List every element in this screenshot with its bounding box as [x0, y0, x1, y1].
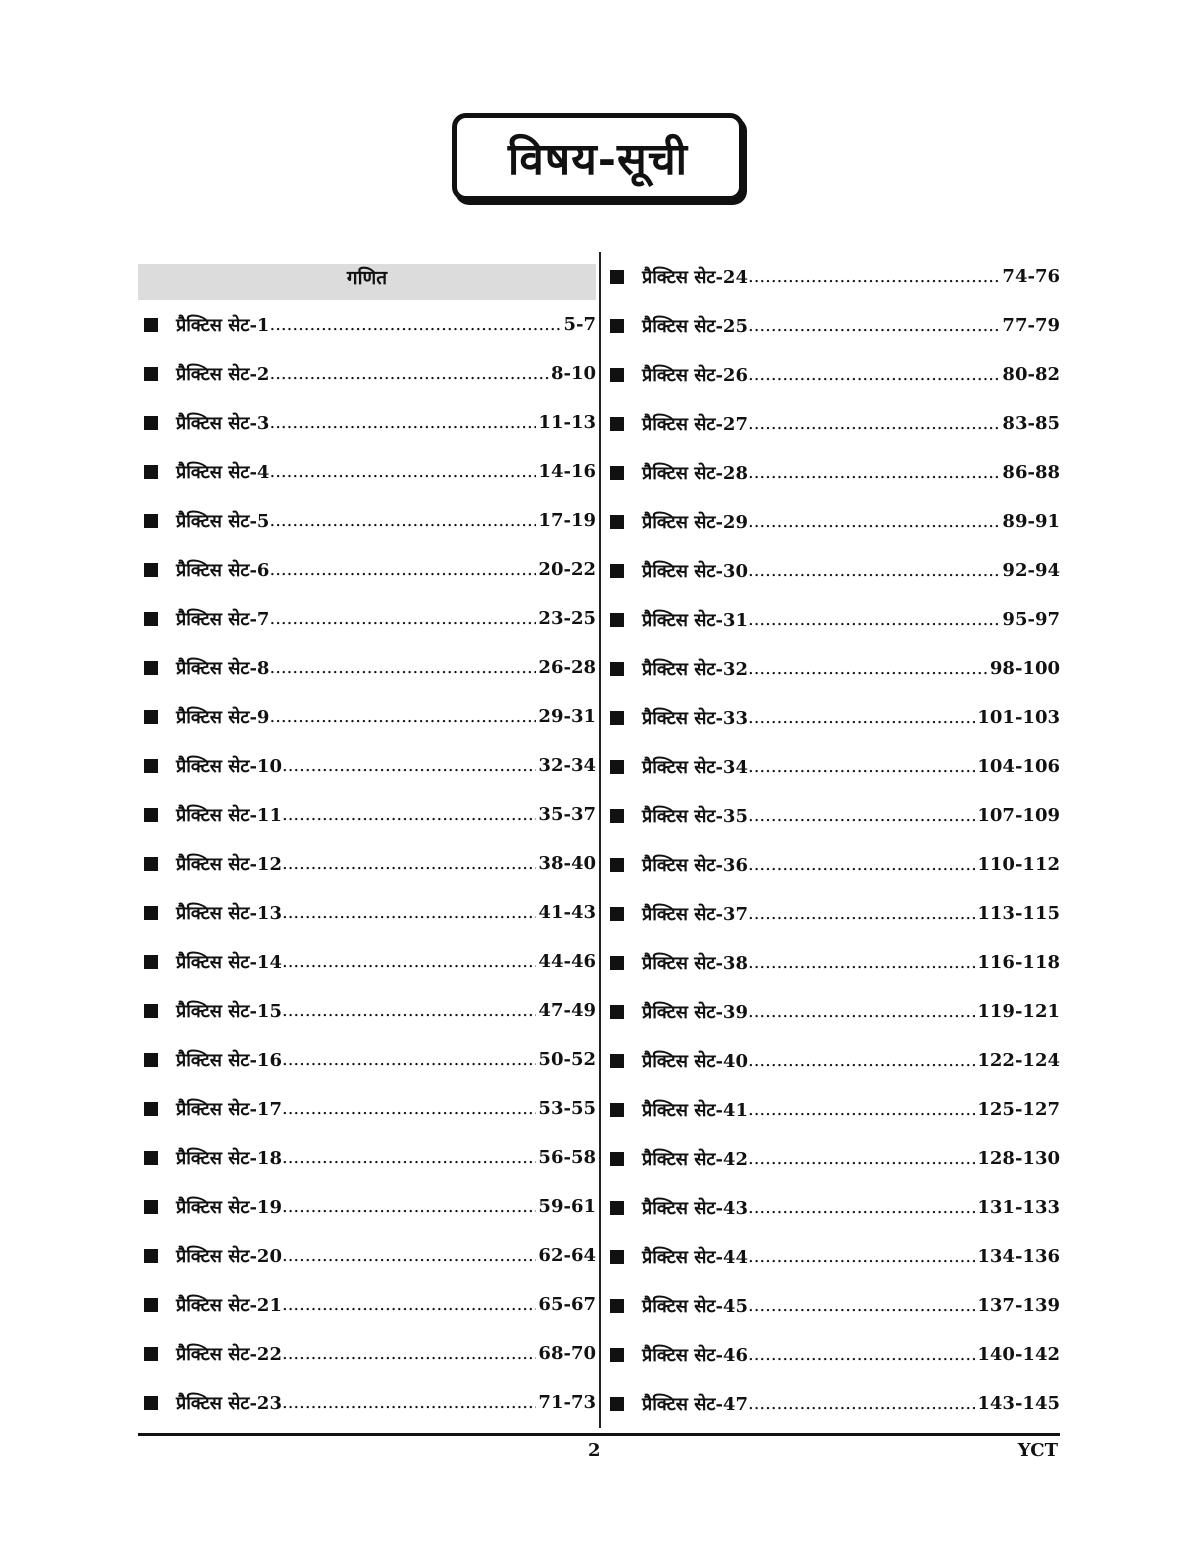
toc-entry-pages: 89-91 — [1002, 511, 1060, 532]
toc-entry-label: प्रैक्टिस सेट-34 — [642, 756, 748, 778]
toc-entry-label: प्रैक्टिस सेट-11 — [176, 804, 282, 826]
footer-rule — [138, 1433, 1060, 1436]
dot-leader — [748, 266, 1000, 287]
toc-entry — [138, 1133, 596, 1182]
toc-entry-label: प्रैक्टिस सेट-14 — [176, 951, 282, 973]
toc-entry-pages: 50-52 — [538, 1049, 596, 1070]
toc-entry — [138, 986, 596, 1035]
toc-entry — [138, 1084, 596, 1133]
dot-leader — [748, 854, 975, 875]
square-bullet-icon — [144, 318, 158, 332]
column-divider — [599, 252, 601, 1428]
square-bullet-icon — [610, 1152, 624, 1166]
toc-entry-label: प्रैक्टिस सेट-9 — [176, 706, 270, 728]
toc-entry-label: प्रैक्टिस सेट-10 — [176, 755, 282, 777]
toc-entry-pages: 5-7 — [563, 314, 596, 335]
toc-entry — [138, 1182, 596, 1231]
dot-leader — [748, 1197, 975, 1218]
square-bullet-icon — [144, 1347, 158, 1361]
toc-entry-pages: 65-67 — [538, 1294, 596, 1315]
toc-entry — [138, 594, 596, 643]
toc-entry-label: प्रैक्टिस सेट-24 — [642, 266, 748, 288]
square-bullet-icon — [144, 465, 158, 479]
square-bullet-icon — [610, 270, 624, 284]
toc-entry-pages: 17-19 — [538, 510, 596, 531]
dot-leader — [282, 1196, 536, 1217]
dot-leader — [748, 707, 975, 728]
toc-entry-label: प्रैक्टिस सेट-44 — [642, 1246, 748, 1268]
toc-entry — [138, 349, 596, 398]
toc-entry-pages: 74-76 — [1002, 266, 1060, 287]
toc-entry-label: प्रैक्टिस सेट-18 — [176, 1147, 282, 1169]
square-bullet-icon — [144, 906, 158, 920]
square-bullet-icon — [144, 1151, 158, 1165]
left-entry-list — [138, 300, 596, 1427]
toc-entry-pages: 77-79 — [1002, 315, 1060, 336]
toc-entry — [606, 1085, 1060, 1134]
dot-leader — [282, 951, 536, 972]
dot-leader — [748, 1099, 975, 1120]
toc-entry-label: प्रैक्टिस सेट-33 — [642, 707, 748, 729]
toc-entry-label: प्रैक्टिस सेट-38 — [642, 952, 748, 974]
dot-leader — [282, 1294, 536, 1315]
toc-entry-label: प्रैक्टिस सेट-36 — [642, 854, 748, 876]
toc-entry — [606, 350, 1060, 399]
toc-entry — [138, 692, 596, 741]
square-bullet-icon — [610, 1103, 624, 1117]
square-bullet-icon — [144, 1396, 158, 1410]
dot-leader — [282, 1049, 536, 1070]
contents-left-column — [138, 252, 596, 1427]
toc-entry-pages: 98-100 — [989, 658, 1060, 679]
toc-entry — [606, 644, 1060, 693]
toc-entry-pages: 140-142 — [977, 1344, 1060, 1365]
toc-entry-label: प्रैक्टिस सेट-21 — [176, 1294, 282, 1316]
square-bullet-icon — [610, 662, 624, 676]
toc-entry-pages: 23-25 — [538, 608, 596, 629]
toc-entry-label: प्रैक्टिस सेट-12 — [176, 853, 282, 875]
page-number: 2 — [588, 1440, 601, 1461]
section-header-math: गणित — [138, 264, 596, 300]
toc-entry-pages: 71-73 — [538, 1392, 596, 1413]
toc-entry-pages: 83-85 — [1002, 413, 1060, 434]
toc-entry — [606, 1330, 1060, 1379]
toc-entry-pages: 47-49 — [538, 1000, 596, 1021]
toc-entry-pages: 125-127 — [977, 1099, 1060, 1120]
toc-entry — [606, 595, 1060, 644]
square-bullet-icon — [144, 563, 158, 577]
toc-entry — [138, 888, 596, 937]
square-bullet-icon — [610, 1397, 624, 1411]
dot-leader — [269, 608, 536, 629]
toc-entry — [606, 889, 1060, 938]
toc-entry — [138, 398, 596, 447]
dot-leader — [748, 413, 1000, 434]
toc-entry-pages: 38-40 — [538, 853, 596, 874]
toc-entry — [606, 546, 1060, 595]
dot-leader — [269, 657, 536, 678]
square-bullet-icon — [144, 1298, 158, 1312]
toc-entry — [606, 742, 1060, 791]
toc-entry-pages: 32-34 — [538, 755, 596, 776]
square-bullet-icon — [610, 417, 624, 431]
square-bullet-icon — [610, 907, 624, 921]
toc-entry — [138, 643, 596, 692]
toc-entry-label: प्रैक्टिस सेट-27 — [642, 413, 748, 435]
toc-entry-label: प्रैक्टिस सेट-20 — [176, 1245, 282, 1267]
dot-leader — [748, 1001, 975, 1022]
toc-entry-pages: 128-130 — [977, 1148, 1060, 1169]
dot-leader — [269, 559, 536, 580]
square-bullet-icon — [610, 368, 624, 382]
toc-entry — [606, 399, 1060, 448]
toc-entry-label: प्रैक्टिस सेट-37 — [642, 903, 748, 925]
square-bullet-icon — [144, 1102, 158, 1116]
toc-entry-pages: 131-133 — [977, 1197, 1060, 1218]
toc-entry-label: प्रैक्टिस सेट-31 — [642, 609, 748, 631]
square-bullet-icon — [144, 1200, 158, 1214]
toc-entry-label: प्रैक्टिस सेट-40 — [642, 1050, 748, 1072]
dot-leader — [748, 1050, 975, 1071]
toc-entry — [138, 1378, 596, 1427]
toc-entry — [138, 1035, 596, 1084]
toc-entry-pages: 35-37 — [538, 804, 596, 825]
toc-entry — [138, 1231, 596, 1280]
square-bullet-icon — [610, 466, 624, 480]
toc-entry — [138, 1329, 596, 1378]
toc-entry-label: प्रैक्टिस सेट-8 — [176, 657, 270, 679]
dot-leader — [269, 461, 536, 482]
dot-leader — [269, 510, 536, 531]
toc-entry-pages: 26-28 — [538, 657, 596, 678]
dot-leader — [748, 658, 988, 679]
toc-entry-label: प्रैक्टिस सेट-1 — [176, 314, 270, 336]
dot-leader — [748, 560, 1000, 581]
square-bullet-icon — [610, 319, 624, 333]
dot-leader — [748, 952, 975, 973]
dot-leader — [282, 902, 536, 923]
dot-leader — [269, 412, 536, 433]
toc-entry-label: प्रैक्टिस सेट-29 — [642, 511, 748, 533]
dot-leader — [282, 804, 536, 825]
toc-entry-pages: 80-82 — [1002, 364, 1060, 385]
toc-entry-pages: 95-97 — [1002, 609, 1060, 630]
square-bullet-icon — [610, 515, 624, 529]
square-bullet-icon — [144, 1004, 158, 1018]
toc-entry — [138, 447, 596, 496]
toc-entry — [606, 840, 1060, 889]
toc-entry-pages: 116-118 — [977, 952, 1060, 973]
toc-entry-label: प्रैक्टिस सेट-41 — [642, 1099, 748, 1121]
title-box — [452, 113, 744, 201]
square-bullet-icon — [610, 809, 624, 823]
square-bullet-icon — [610, 1348, 624, 1362]
toc-entry-pages: 92-94 — [1002, 560, 1060, 581]
toc-entry-label: प्रैक्टिस सेट-23 — [176, 1392, 282, 1414]
toc-entry — [606, 1232, 1060, 1281]
dot-leader — [282, 1147, 536, 1168]
dot-leader — [748, 364, 1000, 385]
square-bullet-icon — [610, 858, 624, 872]
toc-entry-pages: 134-136 — [977, 1246, 1060, 1267]
toc-entry-pages: 62-64 — [538, 1245, 596, 1266]
dot-leader — [282, 1343, 536, 1364]
toc-entry-pages: 14-16 — [538, 461, 596, 482]
toc-entry — [606, 1379, 1060, 1428]
toc-entry-pages: 107-109 — [977, 805, 1060, 826]
toc-entry — [138, 790, 596, 839]
toc-entry-label: प्रैक्टिस सेट-39 — [642, 1001, 748, 1023]
square-bullet-icon — [610, 1201, 624, 1215]
toc-entry — [138, 496, 596, 545]
toc-entry-label: प्रैक्टिस सेट-43 — [642, 1197, 748, 1219]
square-bullet-icon — [144, 1249, 158, 1263]
dot-leader — [282, 1000, 536, 1021]
toc-entry-label: प्रैक्टिस सेट-22 — [176, 1343, 282, 1365]
toc-entry-label: प्रैक्टिस सेट-30 — [642, 560, 748, 582]
toc-entry — [606, 791, 1060, 840]
dot-leader — [748, 1148, 975, 1169]
square-bullet-icon — [144, 416, 158, 430]
toc-entry-pages: 20-22 — [538, 559, 596, 580]
toc-entry-label: प्रैक्टिस सेट-7 — [176, 608, 270, 630]
dot-leader — [748, 805, 975, 826]
toc-entry-label: प्रैक्टिस सेट-3 — [176, 412, 270, 434]
dot-leader — [282, 755, 536, 776]
toc-entry-pages: 8-10 — [550, 363, 596, 384]
toc-entry-pages: 59-61 — [538, 1196, 596, 1217]
toc-entry-pages: 122-124 — [977, 1050, 1060, 1071]
square-bullet-icon — [144, 367, 158, 381]
square-bullet-icon — [610, 1054, 624, 1068]
toc-entry-label: प्रैक्टिस सेट-28 — [642, 462, 748, 484]
toc-entry-label: प्रैक्टिस सेट-25 — [642, 315, 748, 337]
page-title: विषय-सूची — [507, 134, 689, 185]
toc-entry — [606, 301, 1060, 350]
dot-leader — [748, 511, 1000, 532]
toc-entry-label: प्रैक्टिस सेट-5 — [176, 510, 270, 532]
dot-leader — [282, 1098, 536, 1119]
dot-leader — [282, 1245, 536, 1266]
toc-entry-label: प्रैक्टिस सेट-13 — [176, 902, 282, 924]
dot-leader — [748, 756, 975, 777]
toc-entry-pages: 104-106 — [977, 756, 1060, 777]
toc-entry-pages: 53-55 — [538, 1098, 596, 1119]
dot-leader — [282, 1392, 536, 1413]
dot-leader — [748, 1246, 975, 1267]
toc-entry-pages: 110-112 — [977, 854, 1060, 875]
square-bullet-icon — [610, 956, 624, 970]
square-bullet-icon — [144, 759, 158, 773]
toc-entry-pages: 44-46 — [538, 951, 596, 972]
toc-entry — [606, 1134, 1060, 1183]
square-bullet-icon — [610, 760, 624, 774]
dot-leader — [748, 1295, 975, 1316]
toc-entry-label: प्रैक्टिस सेट-17 — [176, 1098, 282, 1120]
square-bullet-icon — [144, 1053, 158, 1067]
dot-leader — [748, 1393, 975, 1414]
dot-leader — [748, 1344, 975, 1365]
toc-entry-label: प्रैक्टिस सेट-35 — [642, 805, 748, 827]
toc-entry-pages: 143-145 — [977, 1393, 1060, 1414]
toc-entry — [606, 987, 1060, 1036]
toc-entry — [606, 1036, 1060, 1085]
toc-entry — [606, 1281, 1060, 1330]
toc-entry — [606, 1183, 1060, 1232]
square-bullet-icon — [144, 710, 158, 724]
square-bullet-icon — [610, 1250, 624, 1264]
square-bullet-icon — [144, 857, 158, 871]
toc-entry-pages: 68-70 — [538, 1343, 596, 1364]
toc-entry-pages: 113-115 — [977, 903, 1060, 924]
toc-entry-label: प्रैक्टिस सेट-42 — [642, 1148, 748, 1170]
contents-right-column — [606, 252, 1060, 1428]
toc-entry-label: प्रैक्टिस सेट-32 — [642, 658, 748, 680]
toc-entry-label: प्रैक्टिस सेट-16 — [176, 1049, 282, 1071]
toc-entry-pages: 101-103 — [977, 707, 1060, 728]
toc-entry-label: प्रैक्टिस सेट-45 — [642, 1295, 748, 1317]
toc-entry-pages: 41-43 — [538, 902, 596, 923]
toc-entry — [606, 448, 1060, 497]
toc-entry-label: प्रैक्टिस सेट-26 — [642, 364, 748, 386]
publisher-mark: YCT — [1017, 1440, 1058, 1461]
toc-entry-label: प्रैक्टिस सेट-19 — [176, 1196, 282, 1218]
toc-entry-label: प्रैक्टिस सेट-6 — [176, 559, 270, 581]
square-bullet-icon — [144, 808, 158, 822]
square-bullet-icon — [610, 564, 624, 578]
square-bullet-icon — [610, 1299, 624, 1313]
dot-leader — [748, 315, 1000, 336]
right-entry-list — [606, 252, 1060, 1428]
dot-leader — [748, 462, 1000, 483]
toc-entry — [138, 839, 596, 888]
toc-entry — [138, 300, 596, 349]
toc-entry — [138, 741, 596, 790]
dot-leader — [269, 314, 561, 335]
dot-leader — [269, 363, 548, 384]
toc-entry-pages: 29-31 — [538, 706, 596, 727]
toc-entry-label: प्रैक्टिस सेट-4 — [176, 461, 270, 483]
toc-entry — [606, 938, 1060, 987]
dot-leader — [269, 706, 536, 727]
toc-entry — [606, 497, 1060, 546]
toc-entry-label: प्रैक्टिस सेट-2 — [176, 363, 270, 385]
toc-entry-pages: 137-139 — [977, 1295, 1060, 1316]
toc-entry — [138, 1280, 596, 1329]
square-bullet-icon — [144, 612, 158, 626]
square-bullet-icon — [610, 613, 624, 627]
dot-leader — [282, 853, 536, 874]
dot-leader — [748, 609, 1000, 630]
toc-entry-label: प्रैक्टिस सेट-46 — [642, 1344, 748, 1366]
square-bullet-icon — [144, 955, 158, 969]
toc-entry-pages: 11-13 — [538, 412, 596, 433]
toc-entry-pages: 119-121 — [977, 1001, 1060, 1022]
toc-entry-pages: 86-88 — [1002, 462, 1060, 483]
square-bullet-icon — [144, 514, 158, 528]
toc-entry-label: प्रैक्टिस सेट-15 — [176, 1000, 282, 1022]
toc-entry — [138, 545, 596, 594]
toc-entry — [606, 693, 1060, 742]
toc-entry-label: प्रैक्टिस सेट-47 — [642, 1393, 748, 1415]
toc-entry — [606, 252, 1060, 301]
toc-entry-pages: 56-58 — [538, 1147, 596, 1168]
square-bullet-icon — [144, 661, 158, 675]
dot-leader — [748, 903, 975, 924]
toc-entry — [138, 937, 596, 986]
square-bullet-icon — [610, 1005, 624, 1019]
square-bullet-icon — [610, 711, 624, 725]
